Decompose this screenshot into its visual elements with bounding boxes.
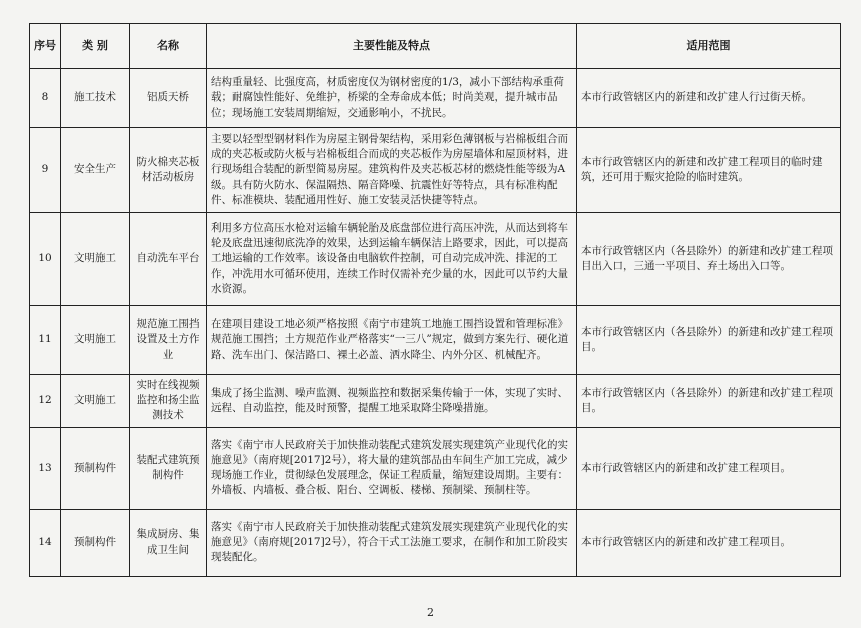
row-name: 自动洗车平台 [130,213,207,306]
row-name: 防火棉夹芯板材活动板房 [130,128,207,213]
table-row [30,509,841,576]
row-no: 9 [30,128,61,213]
row-no: 11 [30,306,61,375]
row-features: 结构重量轻、比强度高，材质密度仅为钢材密度的1/3，减小下部结构承重荷载；耐腐蚀性能好、免维护，桥梁的全寿命成本低；时尚美观，提升城市品位；现场施工安装周期缩短，交通影响小，不扰民。 [207,69,577,128]
table-row [30,213,841,306]
table-row [30,306,841,375]
header-scope: 适用范围 [577,24,841,69]
row-scope: 本市行政管辖区内的新建和改扩建工程项目。 [577,509,841,576]
row-name: 实时在线视频监控和扬尘监测技术 [130,375,207,428]
row-no: 10 [30,213,61,306]
technology-table [29,23,841,577]
row-category: 预制构件 [61,509,130,576]
row-name: 规范施工围挡设置及土方作业 [130,306,207,375]
row-features: 落实《南宁市人民政府关于加快推动装配式建筑发展实现建筑产业现代化的实施意见》（南府规[2017]2号），符合干式工法施工要求，在制作和加工阶段实现装配化。 [207,509,577,576]
header-no: 序号 [30,24,61,69]
row-features: 在建项目建设工地必须严格按照《南宁市建筑工地施工围挡设置和管理标准》规范施工围挡；土方规范作业严格落实“一三八”规定，做到方案先行、硬化道路、洗车出门、保洁路口、裸土必盖、洒水降尘、内外分区、机械配齐。 [207,306,577,375]
table-row [30,128,841,213]
table-row [30,427,841,509]
row-category: 文明施工 [61,375,130,428]
header-category: 类 别 [61,24,130,69]
table-row [30,69,841,128]
row-features: 利用多方位高压水枪对运输车辆轮胎及底盘部位进行高压冲洗，从而达到将车轮及底盘迅速彻底洗净的效果，达到运输车辆保洁上路要求，因此，可以提高工地运输的工作效率。该设备由电脑软件控制，可自动完成冲洗、排泥的工作，冲洗用水可循环使用，连续工作时仅需补充少量的水，因此可以节约大量水资源。 [207,213,577,306]
row-scope: 本市行政管辖区内的新建和改扩建工程项目的临时建筑，还可用于赈灾抢险的临时建筑。 [577,128,841,213]
row-no: 13 [30,427,61,509]
row-scope: 本市行政管辖区内（各县除外）的新建和改扩建工程项目。 [577,306,841,375]
table-row [30,375,841,428]
row-category: 安全生产 [61,128,130,213]
row-category: 文明施工 [61,306,130,375]
row-name: 铝质天桥 [130,69,207,128]
row-scope: 本市行政管辖区内的新建和改扩建人行过街天桥。 [577,69,841,128]
row-features: 主要以轻型型钢材料作为房屋主钢骨架结构，采用彩色薄钢板与岩棉板组合而成的夹芯板或防火板与岩棉板组合而成的夹芯板作为房屋墙体和屋顶材料，进行现场组合装配的新型简易房屋。建筑构件及夹芯板芯材的燃烧性能等级为A级。具有防火防水、保温隔热、隔音降噪、抗震性好等特点，具有标准构配件、标准模块、装配通用性好、施工安装灵活快捷等特点。 [207,128,577,213]
row-features: 落实《南宁市人民政府关于加快推动装配式建筑发展实现建筑产业现代化的实施意见》（南府规[2017]2号），将大量的建筑部品由车间生产加工完成，减少现场施工作业，贯彻绿色发展理念，保证工程质量，缩短建设周期。主要有：外墙板、内墙板、叠合板、阳台、空调板、楼梯、预制梁、预制柱等。 [207,427,577,509]
header-features: 主要性能及特点 [207,24,577,69]
page-number: 2 [427,606,434,619]
row-no: 14 [30,509,61,576]
row-no: 12 [30,375,61,428]
row-name: 集成厨房、集成卫生间 [130,509,207,576]
row-scope: 本市行政管辖区内（各县除外）的新建和改扩建工程项目出入口，三通一平项目、弃土场出入口等。 [577,213,841,306]
row-category: 预制构件 [61,427,130,509]
row-scope: 本市行政管辖区内（各县除外）的新建和改扩建工程项目。 [577,375,841,428]
row-no: 8 [30,69,61,128]
table-header-row [30,24,841,69]
row-scope: 本市行政管辖区内的新建和改扩建工程项目。 [577,427,841,509]
row-name: 装配式建筑预制构件 [130,427,207,509]
row-category: 文明施工 [61,213,130,306]
header-name: 名称 [130,24,207,69]
row-features: 集成了扬尘监测、噪声监测、视频监控和数据采集传输于一体，实现了实时、远程、自动监控，能及时预警，提醒工地采取降尘降噪措施。 [207,375,577,428]
row-category: 施工技术 [61,69,130,128]
